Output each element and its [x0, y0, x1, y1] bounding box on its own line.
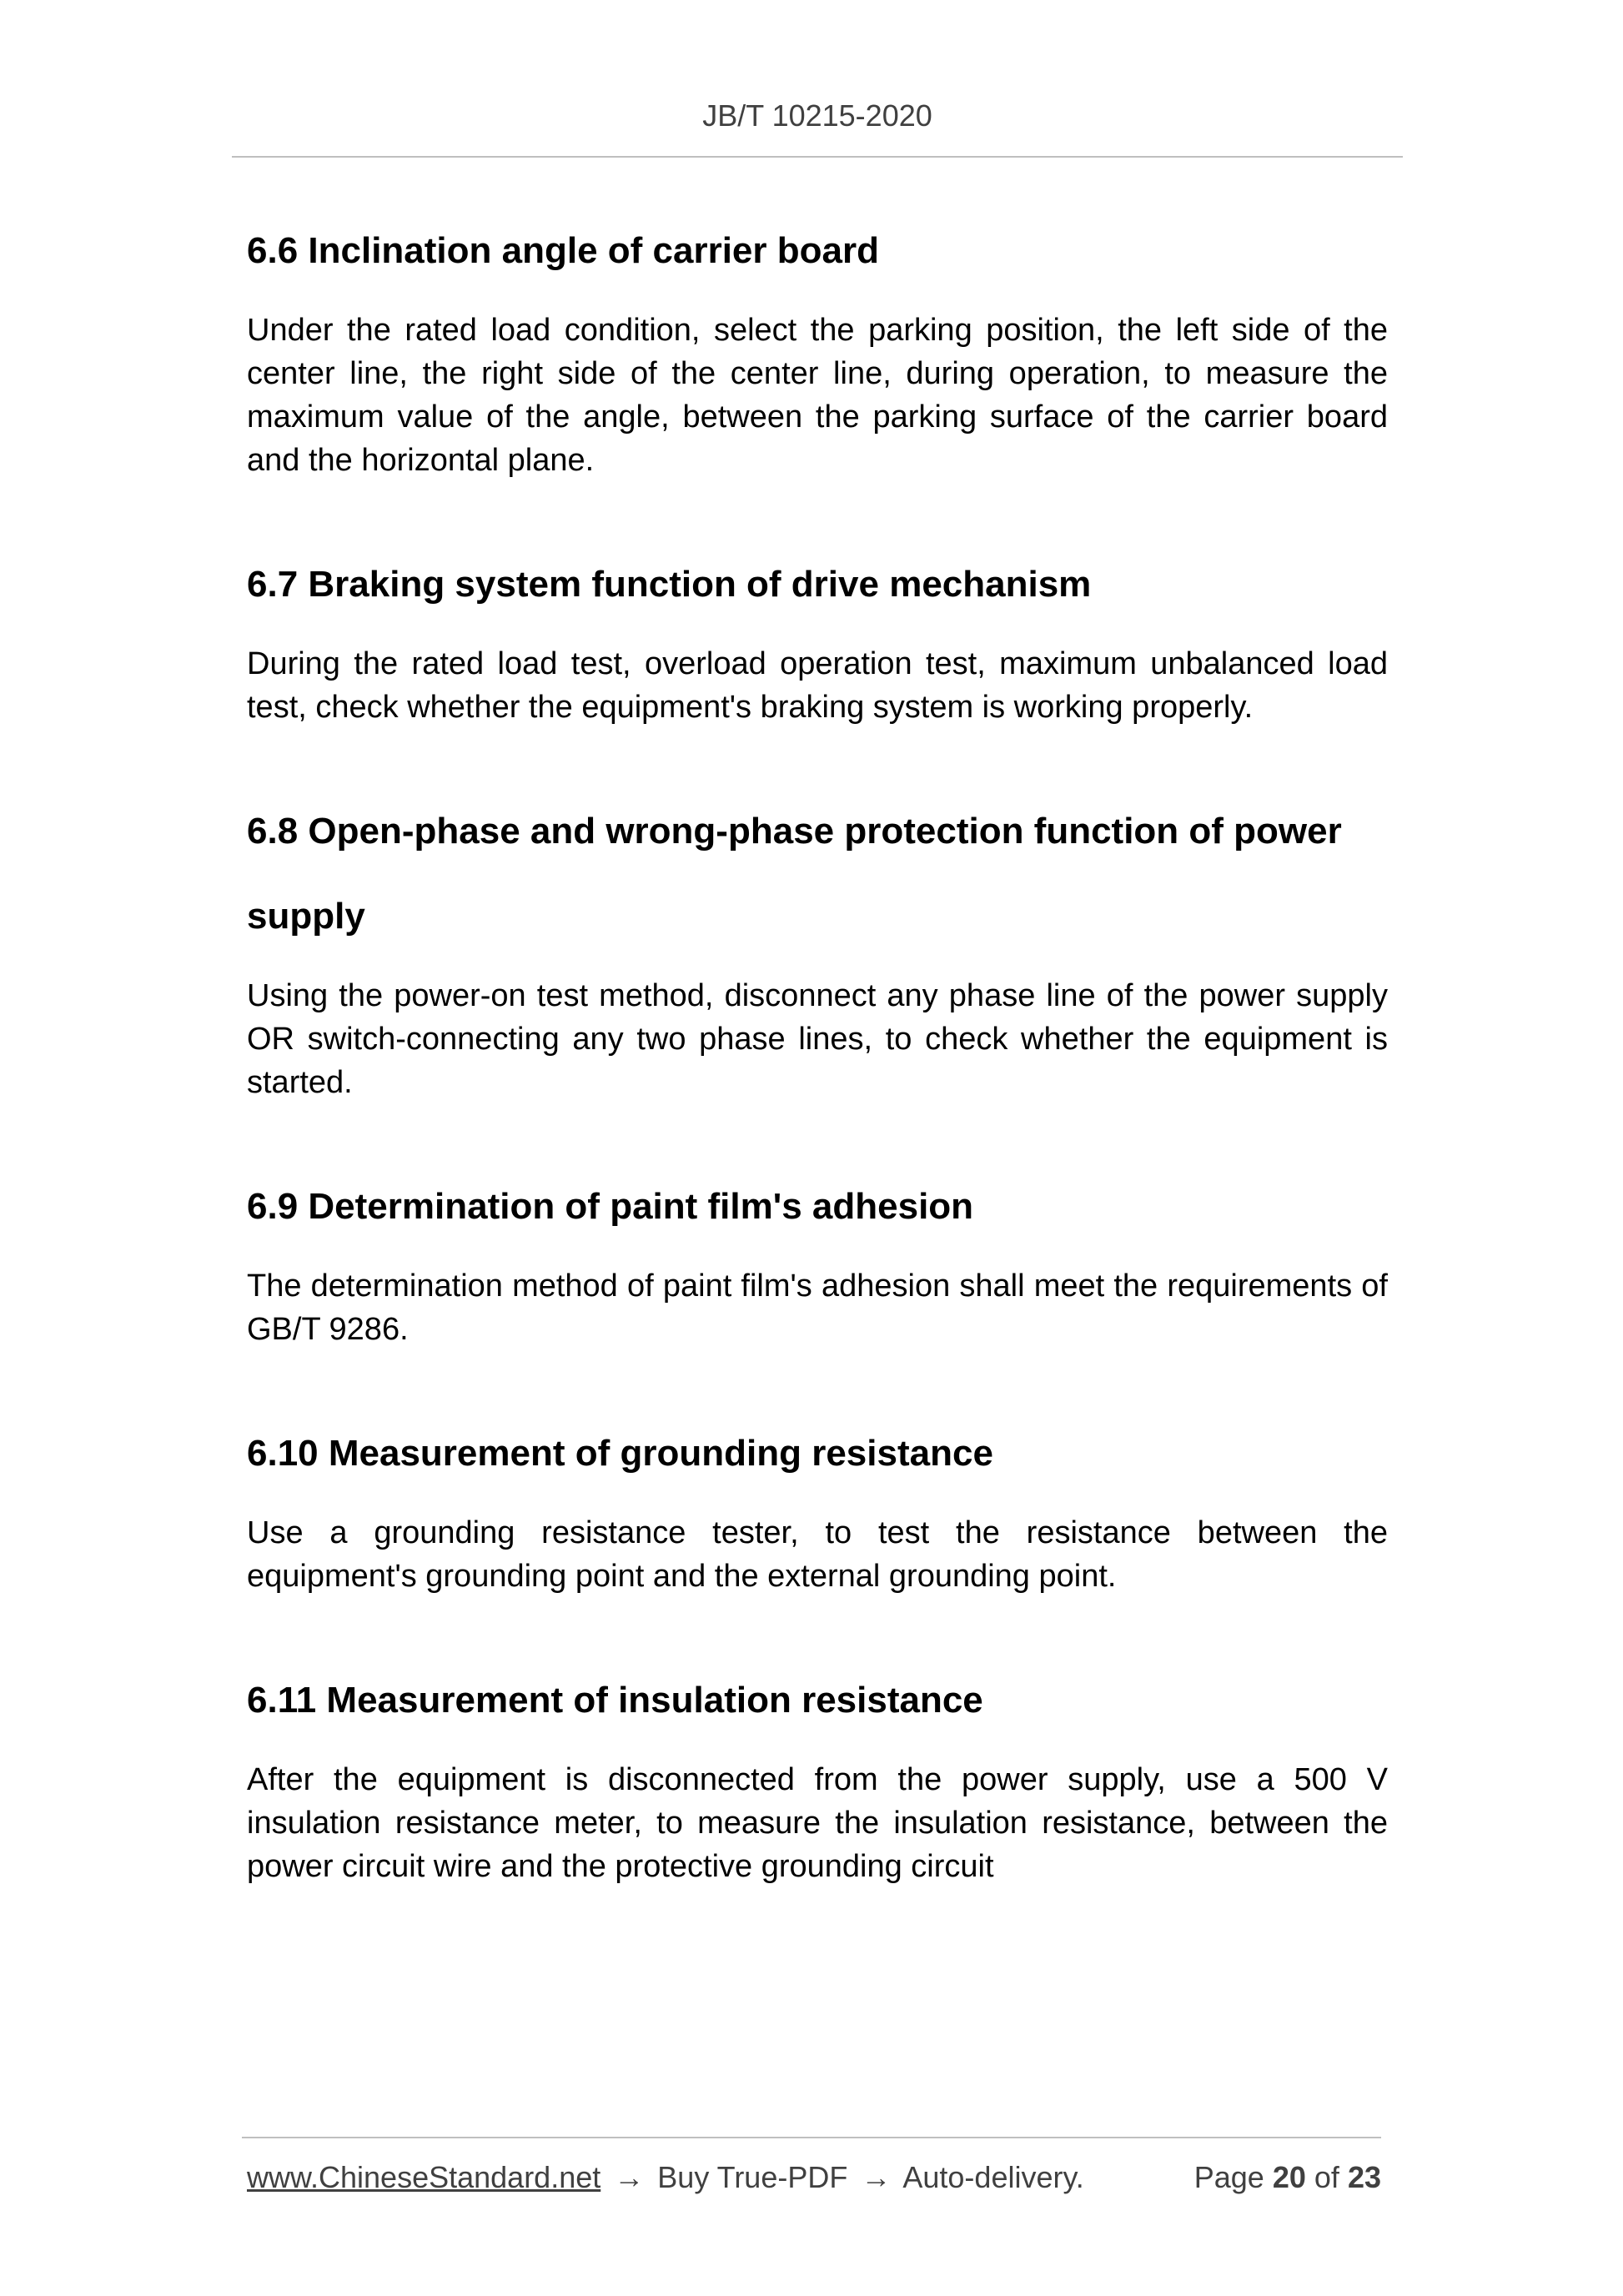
section-body-6-7: During the rated load test, overload operation test, maximum unbalanced load test, check whether the equipment's braking system is working properly. — [247, 646, 1388, 725]
section-body-6-8: Using the power-on test method, disconnect any phase line of the power supply OR switch-connecting any two phase lines, to check whether the equipment is started. — [247, 978, 1388, 1100]
page-total: 23 — [1347, 2160, 1381, 2194]
section-title-6-6: 6.6 Inclination angle of carrier board — [247, 230, 879, 271]
section-body-6-9: The determination method of paint film's adhesion shall meet the requirements of GB/T 9286. — [247, 1269, 1388, 1347]
page-indicator — [1194, 2160, 1381, 2195]
header-divider — [232, 156, 1403, 158]
section-title-6-11: 6.11 Measurement of insulation resistance — [247, 1680, 983, 1721]
section-title-6-10: 6.10 Measurement of grounding resistance — [247, 1433, 993, 1474]
section-title-6-8: 6.8 Open-phase and wrong-phase protection function of power supply — [247, 811, 1342, 937]
page-word: Page — [1193, 2160, 1264, 2194]
buy-true-pdf-text: Buy True-PDF — [657, 2160, 848, 2194]
section-title-6-9: 6.9 Determination of paint film's adhesion — [247, 1186, 974, 1227]
section-title-6-7: 6.7 Braking system function of drive mechanism — [247, 564, 1092, 605]
section-body-6-11: After the equipment is disconnected from the power supply, use a 500 V insulation resistance meter, to measure the insulation resistance, between the power circuit wire and the protective grounding circuit — [247, 1762, 1388, 1884]
page-content — [247, 208, 1388, 1948]
auto-delivery-text: Auto-delivery. — [902, 2160, 1084, 2194]
document-id-header: JB/T 10215-2020 — [702, 98, 932, 133]
footer-divider — [242, 2137, 1381, 2138]
arrow-right-icon: → — [861, 2160, 892, 2194]
arrow-right-icon: → — [614, 2160, 645, 2194]
of-word: of — [1314, 2160, 1339, 2194]
page-current: 20 — [1272, 2160, 1306, 2194]
section-body-6-10: Use a grounding resistance tester, to test the resistance between the equipment's grounding point and the external grounding point. — [247, 1515, 1388, 1594]
section-body-6-6: Under the rated load condition, select the parking position, the left side of the center line, the right side of the center line, during operation, to measure the maximum value of the angle, between the parking surface of the carrier board and the horizontal plane. — [247, 313, 1388, 478]
page-footer — [247, 2160, 1381, 2195]
site-link[interactable]: www.ChineseStandard.net — [247, 2160, 601, 2194]
